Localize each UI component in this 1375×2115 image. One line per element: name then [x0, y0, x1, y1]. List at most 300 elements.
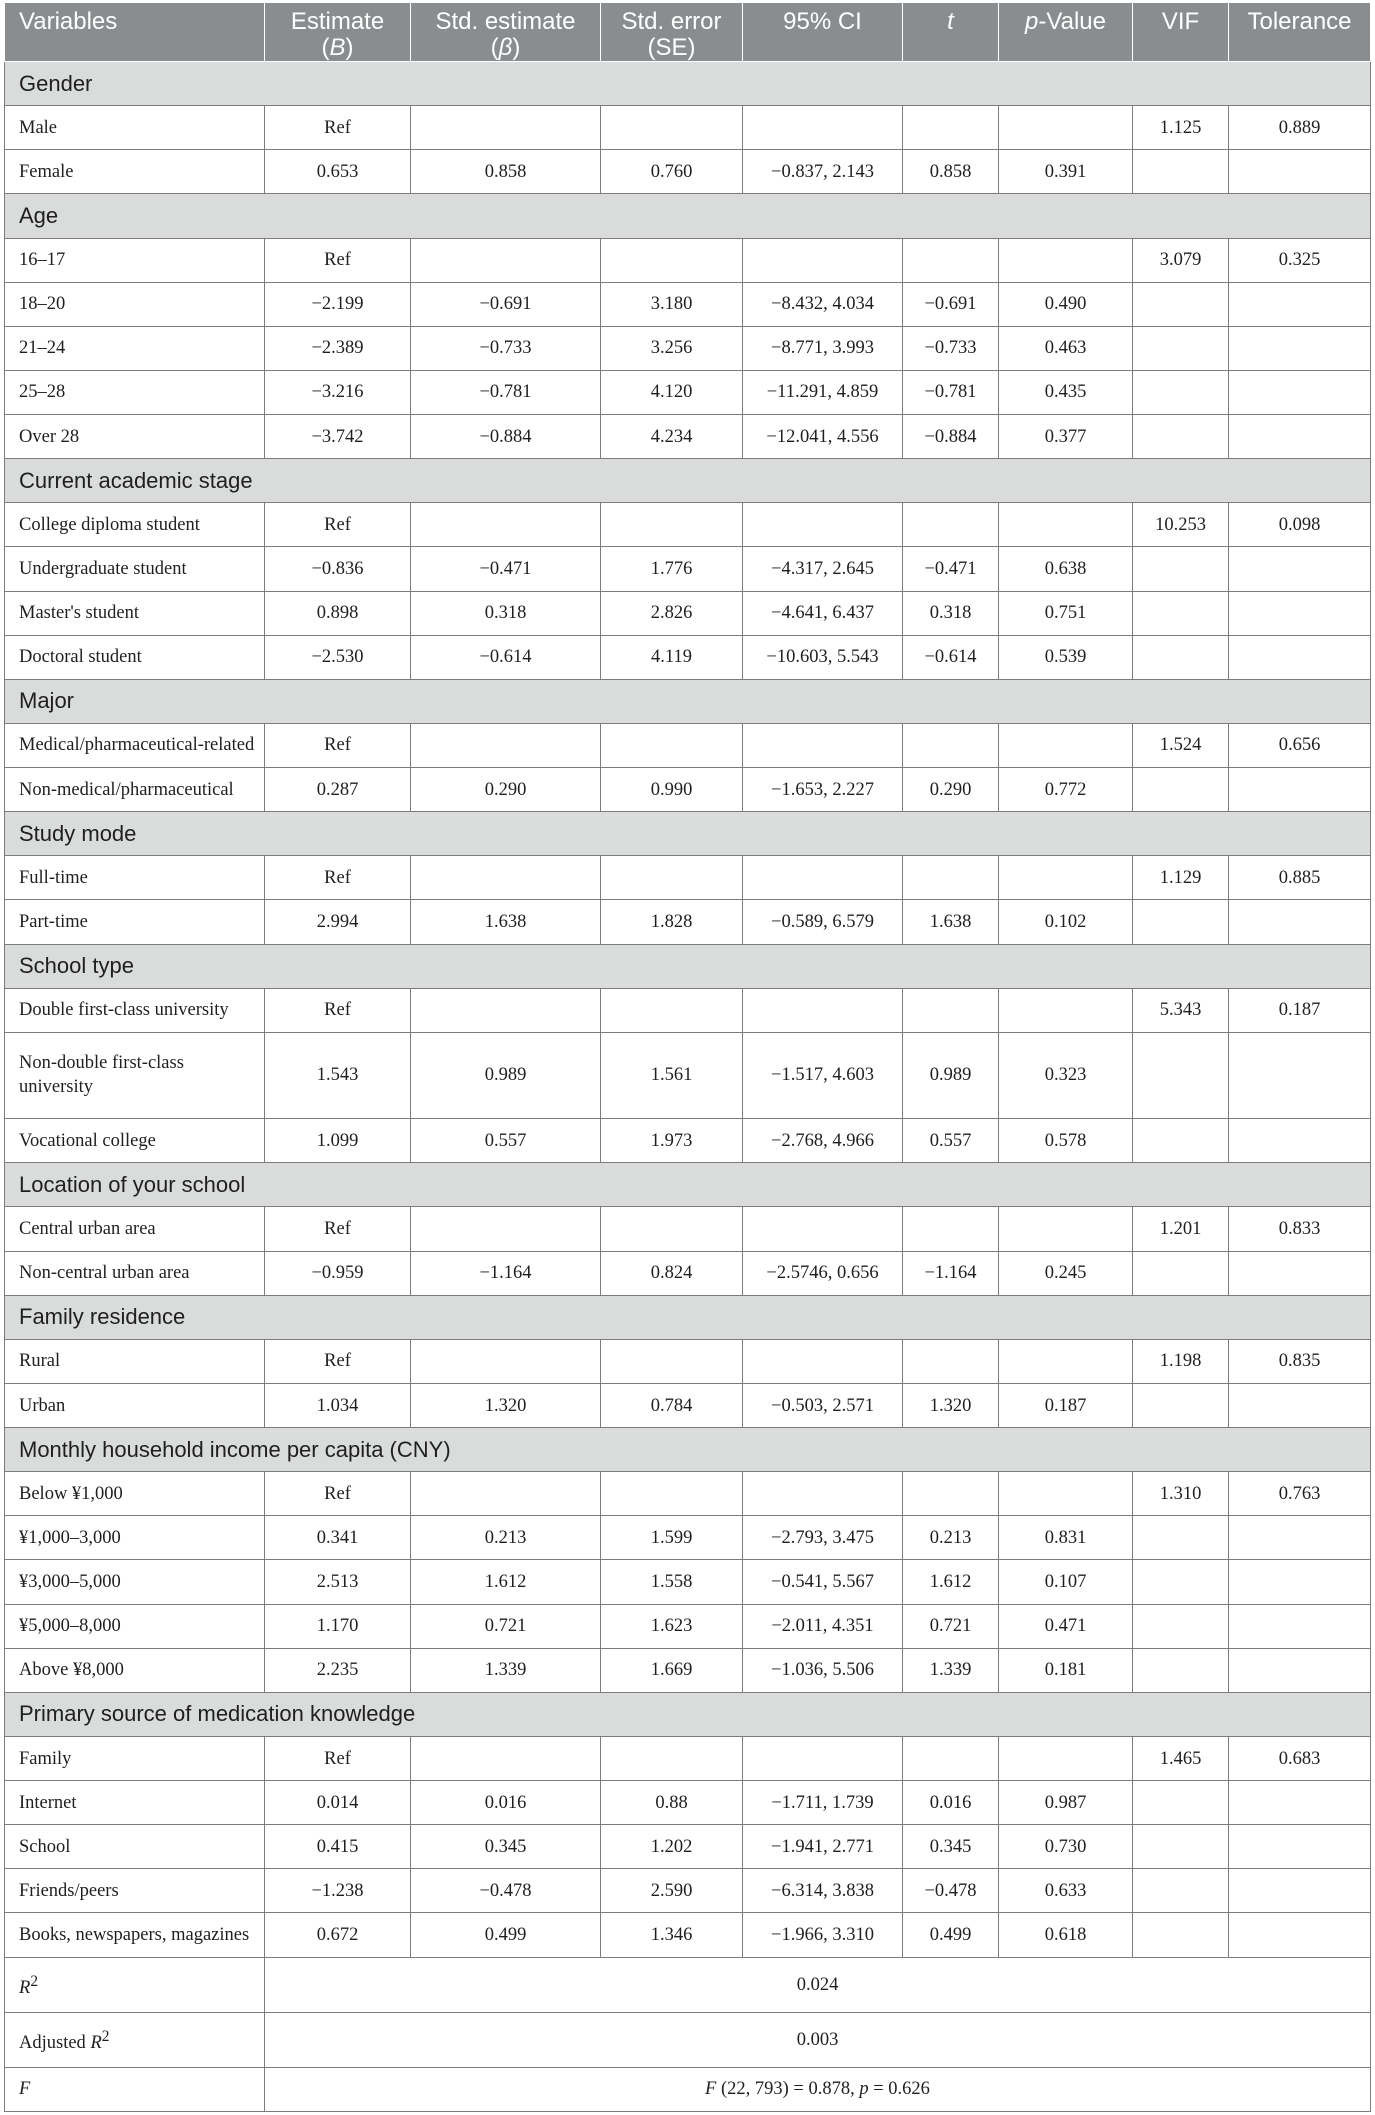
table-row: [5, 106, 1371, 150]
ci-cell: −0.589, 6.579: [743, 900, 903, 944]
std-error-cell: 1.202: [601, 1825, 743, 1869]
table-row: [5, 150, 1371, 194]
std-estimate-cell: [411, 988, 601, 1032]
t-cell: [903, 238, 999, 282]
std-error-cell: 0.824: [601, 1251, 743, 1295]
p-value-cell: 0.751: [999, 591, 1133, 635]
ci-cell: [743, 1339, 903, 1383]
row-label: Non-double first-class university: [5, 1032, 265, 1118]
std-estimate-cell: 0.721: [411, 1604, 601, 1648]
table-row: [5, 1604, 1371, 1648]
p-value-cell: 0.490: [999, 282, 1133, 326]
vif-cell: [1133, 1560, 1229, 1604]
tolerance-cell: 0.835: [1229, 1339, 1371, 1383]
t-cell: −0.781: [903, 370, 999, 414]
row-label: Below ¥1,000: [5, 1472, 265, 1516]
estimate-cell: 1.034: [265, 1383, 411, 1427]
summary-row-adjusted-r2: [5, 2012, 1371, 2067]
t-cell: −1.164: [903, 1251, 999, 1295]
ci-cell: −0.541, 5.567: [743, 1560, 903, 1604]
row-label: 21–24: [5, 326, 265, 370]
t-cell: 1.612: [903, 1560, 999, 1604]
row-label: Part-time: [5, 900, 265, 944]
group-header-row: [5, 1295, 1371, 1339]
ci-cell: −10.603, 5.543: [743, 635, 903, 679]
row-label: Vocational college: [5, 1119, 265, 1163]
header-ci: 95% CI: [743, 3, 903, 62]
estimate-cell: 2.513: [265, 1560, 411, 1604]
vif-cell: 1.524: [1133, 723, 1229, 767]
estimate-cell: Ref: [265, 1339, 411, 1383]
tolerance-cell: 0.187: [1229, 988, 1371, 1032]
estimate-cell: −3.216: [265, 370, 411, 414]
ci-cell: −8.432, 4.034: [743, 282, 903, 326]
estimate-cell: 0.341: [265, 1516, 411, 1560]
std-estimate-cell: −0.614: [411, 635, 601, 679]
std-error-cell: 1.828: [601, 900, 743, 944]
table-row: [5, 1781, 1371, 1825]
estimate-cell: 1.099: [265, 1119, 411, 1163]
estimate-cell: Ref: [265, 503, 411, 547]
header-row: [5, 3, 1371, 62]
std-error-cell: 1.623: [601, 1604, 743, 1648]
group-title: Monthly household income per capita (CNY): [5, 1428, 1371, 1472]
table-row: [5, 547, 1371, 591]
tolerance-cell: [1229, 900, 1371, 944]
vif-cell: [1133, 547, 1229, 591]
std-estimate-cell: 0.989: [411, 1032, 601, 1118]
std-error-cell: 2.826: [601, 591, 743, 635]
row-label: Urban: [5, 1383, 265, 1427]
group-title: Primary source of medication knowledge: [5, 1692, 1371, 1736]
estimate-cell: Ref: [265, 106, 411, 150]
ci-cell: −1.966, 3.310: [743, 1913, 903, 1957]
vif-cell: [1133, 768, 1229, 812]
std-estimate-cell: 1.320: [411, 1383, 601, 1427]
t-cell: −0.884: [903, 415, 999, 459]
estimate-cell: −2.530: [265, 635, 411, 679]
tolerance-cell: [1229, 1913, 1371, 1957]
tolerance-cell: [1229, 370, 1371, 414]
row-label: 25–28: [5, 370, 265, 414]
t-cell: [903, 503, 999, 547]
std-error-cell: 4.119: [601, 635, 743, 679]
std-error-cell: 3.180: [601, 282, 743, 326]
row-label: Male: [5, 106, 265, 150]
group-header-row: [5, 459, 1371, 503]
p-value-cell: 0.539: [999, 635, 1133, 679]
estimate-cell: −3.742: [265, 415, 411, 459]
ci-cell: −8.771, 3.993: [743, 326, 903, 370]
ci-cell: −2.011, 4.351: [743, 1604, 903, 1648]
row-label: ¥1,000–3,000: [5, 1516, 265, 1560]
p-value-cell: [999, 238, 1133, 282]
std-error-cell: [601, 1207, 743, 1251]
std-estimate-cell: [411, 1339, 601, 1383]
tolerance-cell: [1229, 591, 1371, 635]
header-vif: VIF: [1133, 3, 1229, 62]
row-label: Undergraduate student: [5, 547, 265, 591]
ci-cell: −2.5746, 0.656: [743, 1251, 903, 1295]
std-estimate-cell: 0.345: [411, 1825, 601, 1869]
p-value-cell: 0.181: [999, 1648, 1133, 1692]
ci-cell: [743, 856, 903, 900]
std-error-cell: [601, 723, 743, 767]
std-error-cell: [601, 503, 743, 547]
ci-cell: [743, 238, 903, 282]
table-row: [5, 1207, 1371, 1251]
tolerance-cell: [1229, 415, 1371, 459]
table-row: [5, 1736, 1371, 1780]
tolerance-cell: [1229, 1560, 1371, 1604]
table-row: [5, 1119, 1371, 1163]
tolerance-cell: 0.098: [1229, 503, 1371, 547]
std-error-cell: [601, 106, 743, 150]
row-label: Friends/peers: [5, 1869, 265, 1913]
ci-cell: −2.793, 3.475: [743, 1516, 903, 1560]
t-cell: [903, 1207, 999, 1251]
summary-row-f: [5, 2067, 1371, 2111]
vif-cell: [1133, 1032, 1229, 1118]
estimate-cell: 2.994: [265, 900, 411, 944]
t-cell: 0.557: [903, 1119, 999, 1163]
p-value-cell: 0.245: [999, 1251, 1133, 1295]
p-value-cell: 0.831: [999, 1516, 1133, 1560]
vif-cell: [1133, 326, 1229, 370]
t-cell: −0.478: [903, 1869, 999, 1913]
p-value-cell: 0.463: [999, 326, 1133, 370]
std-error-cell: 0.784: [601, 1383, 743, 1427]
vif-cell: [1133, 150, 1229, 194]
p-value-cell: [999, 1736, 1133, 1780]
p-value-cell: [999, 1472, 1133, 1516]
table-row: [5, 900, 1371, 944]
p-value-cell: [999, 503, 1133, 547]
estimate-cell: 1.543: [265, 1032, 411, 1118]
group-title: Current academic stage: [5, 459, 1371, 503]
t-cell: [903, 1736, 999, 1780]
group-header-row: [5, 1428, 1371, 1472]
estimate-cell: 0.415: [265, 1825, 411, 1869]
tolerance-cell: [1229, 282, 1371, 326]
ci-cell: −1.711, 1.739: [743, 1781, 903, 1825]
row-label: 18–20: [5, 282, 265, 326]
tolerance-cell: 0.763: [1229, 1472, 1371, 1516]
ci-cell: −1.517, 4.603: [743, 1032, 903, 1118]
header-std-error: Std. error (SE): [601, 3, 743, 62]
header-t: t: [903, 3, 999, 62]
tolerance-cell: [1229, 1119, 1371, 1163]
table-row: [5, 503, 1371, 547]
row-label: Medical/pharmaceutical-related: [5, 723, 265, 767]
ci-cell: −12.041, 4.556: [743, 415, 903, 459]
table-row: [5, 282, 1371, 326]
std-error-cell: [601, 856, 743, 900]
t-cell: 1.339: [903, 1648, 999, 1692]
summary-section: [5, 1957, 1371, 2111]
p-value-cell: 0.391: [999, 150, 1133, 194]
table-row: [5, 723, 1371, 767]
tolerance-cell: [1229, 1251, 1371, 1295]
row-label: Master's student: [5, 591, 265, 635]
ci-cell: −1.941, 2.771: [743, 1825, 903, 1869]
estimate-cell: Ref: [265, 1207, 411, 1251]
std-estimate-cell: [411, 856, 601, 900]
ci-cell: −4.317, 2.645: [743, 547, 903, 591]
std-estimate-cell: 0.557: [411, 1119, 601, 1163]
std-estimate-cell: −0.884: [411, 415, 601, 459]
summary-value: 0.024: [265, 1957, 1371, 2012]
estimate-cell: 0.014: [265, 1781, 411, 1825]
p-value-cell: 0.578: [999, 1119, 1133, 1163]
t-cell: 0.345: [903, 1825, 999, 1869]
std-estimate-cell: 0.016: [411, 1781, 601, 1825]
row-label: Doctoral student: [5, 635, 265, 679]
tolerance-cell: 0.833: [1229, 1207, 1371, 1251]
group-header-row: [5, 944, 1371, 988]
row-label: Books, newspapers, magazines: [5, 1913, 265, 1957]
row-label: Double first-class university: [5, 988, 265, 1032]
group-title: Age: [5, 194, 1371, 238]
header-variables: Variables: [5, 3, 265, 62]
table-row: [5, 768, 1371, 812]
std-error-cell: [601, 1736, 743, 1780]
std-estimate-cell: [411, 503, 601, 547]
t-cell: 0.290: [903, 768, 999, 812]
std-estimate-cell: −1.164: [411, 1251, 601, 1295]
tolerance-cell: [1229, 326, 1371, 370]
table-row: [5, 1825, 1371, 1869]
t-cell: 0.318: [903, 591, 999, 635]
t-cell: 0.016: [903, 1781, 999, 1825]
tolerance-cell: [1229, 1648, 1371, 1692]
p-value-cell: 0.377: [999, 415, 1133, 459]
estimate-cell: 2.235: [265, 1648, 411, 1692]
vif-cell: [1133, 1119, 1229, 1163]
std-error-cell: 0.990: [601, 768, 743, 812]
group-title: Major: [5, 679, 1371, 723]
group-header-row: [5, 812, 1371, 856]
t-cell: [903, 1339, 999, 1383]
std-error-cell: 0.760: [601, 150, 743, 194]
std-estimate-cell: 0.318: [411, 591, 601, 635]
summary-value: F (22, 793) = 0.878, p = 0.626: [265, 2067, 1371, 2111]
estimate-cell: 1.170: [265, 1604, 411, 1648]
t-cell: 1.638: [903, 900, 999, 944]
std-estimate-cell: 0.499: [411, 1913, 601, 1957]
table-row: [5, 238, 1371, 282]
vif-cell: [1133, 370, 1229, 414]
row-label: Central urban area: [5, 1207, 265, 1251]
std-error-cell: 1.776: [601, 547, 743, 591]
vif-cell: 3.079: [1133, 238, 1229, 282]
vif-cell: [1133, 1648, 1229, 1692]
std-error-cell: [601, 238, 743, 282]
vif-cell: [1133, 1869, 1229, 1913]
group-header-row: [5, 679, 1371, 723]
t-cell: −0.691: [903, 282, 999, 326]
tolerance-cell: [1229, 1781, 1371, 1825]
std-estimate-cell: 1.638: [411, 900, 601, 944]
tolerance-cell: 0.325: [1229, 238, 1371, 282]
tolerance-cell: 0.683: [1229, 1736, 1371, 1780]
estimate-cell: −0.959: [265, 1251, 411, 1295]
group-title: Study mode: [5, 812, 1371, 856]
std-error-cell: 1.558: [601, 1560, 743, 1604]
p-value-cell: 0.187: [999, 1383, 1133, 1427]
vif-cell: [1133, 1913, 1229, 1957]
estimate-cell: Ref: [265, 988, 411, 1032]
std-error-cell: 2.590: [601, 1869, 743, 1913]
t-cell: −0.733: [903, 326, 999, 370]
row-label: Non-medical/pharmaceutical: [5, 768, 265, 812]
row-label: College diploma student: [5, 503, 265, 547]
tolerance-cell: [1229, 1516, 1371, 1560]
group-header-row: [5, 62, 1371, 106]
std-estimate-cell: −0.733: [411, 326, 601, 370]
std-estimate-cell: 0.290: [411, 768, 601, 812]
ci-cell: −1.036, 5.506: [743, 1648, 903, 1692]
p-value-cell: 0.323: [999, 1032, 1133, 1118]
p-value-cell: [999, 723, 1133, 767]
tolerance-cell: [1229, 1383, 1371, 1427]
table-row: [5, 370, 1371, 414]
p-value-cell: 0.987: [999, 1781, 1133, 1825]
row-label: Full-time: [5, 856, 265, 900]
p-value-cell: 0.435: [999, 370, 1133, 414]
t-cell: 0.721: [903, 1604, 999, 1648]
estimate-cell: 0.653: [265, 150, 411, 194]
estimate-cell: 0.287: [265, 768, 411, 812]
std-estimate-cell: [411, 723, 601, 767]
tolerance-cell: [1229, 1604, 1371, 1648]
row-label: Family: [5, 1736, 265, 1780]
vif-cell: 5.343: [1133, 988, 1229, 1032]
vif-cell: [1133, 900, 1229, 944]
std-estimate-cell: 1.612: [411, 1560, 601, 1604]
vif-cell: [1133, 415, 1229, 459]
std-estimate-cell: 0.213: [411, 1516, 601, 1560]
vif-cell: [1133, 1781, 1229, 1825]
estimate-cell: −2.199: [265, 282, 411, 326]
table-row: [5, 1251, 1371, 1295]
ci-cell: −0.503, 2.571: [743, 1383, 903, 1427]
std-error-cell: 3.256: [601, 326, 743, 370]
row-label: Female: [5, 150, 265, 194]
ci-cell: [743, 723, 903, 767]
t-cell: −0.471: [903, 547, 999, 591]
group-title: Location of your school: [5, 1163, 1371, 1207]
std-estimate-cell: 1.339: [411, 1648, 601, 1692]
estimate-cell: Ref: [265, 238, 411, 282]
summary-label: Adjusted $R^2$: [5, 2012, 265, 2067]
vif-cell: 1.310: [1133, 1472, 1229, 1516]
ci-cell: −0.837, 2.143: [743, 150, 903, 194]
p-value-cell: 0.618: [999, 1913, 1133, 1957]
vif-cell: 1.465: [1133, 1736, 1229, 1780]
header-tolerance: Tolerance: [1229, 3, 1371, 62]
tolerance-cell: [1229, 1032, 1371, 1118]
vif-cell: 1.201: [1133, 1207, 1229, 1251]
summary-row-r2: [5, 1957, 1371, 2012]
std-error-cell: 4.120: [601, 370, 743, 414]
table-row: [5, 1383, 1371, 1427]
tolerance-cell: 0.656: [1229, 723, 1371, 767]
row-label: 16–17: [5, 238, 265, 282]
group-title: Gender: [5, 62, 1371, 106]
header-estimate: Estimate (B): [265, 3, 411, 62]
t-cell: [903, 988, 999, 1032]
vif-cell: 1.198: [1133, 1339, 1229, 1383]
std-estimate-cell: −0.691: [411, 282, 601, 326]
t-cell: [903, 106, 999, 150]
t-cell: [903, 1472, 999, 1516]
p-value-cell: 0.107: [999, 1560, 1133, 1604]
group-header-row: [5, 1692, 1371, 1736]
t-cell: 0.989: [903, 1032, 999, 1118]
table-row: [5, 1560, 1371, 1604]
std-estimate-cell: −0.478: [411, 1869, 601, 1913]
ci-cell: [743, 1207, 903, 1251]
tolerance-cell: [1229, 768, 1371, 812]
std-error-cell: 1.669: [601, 1648, 743, 1692]
ci-cell: −11.291, 4.859: [743, 370, 903, 414]
group-header-row: [5, 1163, 1371, 1207]
std-estimate-cell: [411, 238, 601, 282]
group-title: School type: [5, 944, 1371, 988]
row-label: Rural: [5, 1339, 265, 1383]
ci-cell: −2.768, 4.966: [743, 1119, 903, 1163]
group-title: Family residence: [5, 1295, 1371, 1339]
table-row: [5, 326, 1371, 370]
table-row: [5, 1648, 1371, 1692]
row-label: School: [5, 1825, 265, 1869]
std-estimate-cell: [411, 106, 601, 150]
summary-label: $R^2$: [5, 1957, 265, 2012]
vif-cell: 10.253: [1133, 503, 1229, 547]
estimate-cell: Ref: [265, 723, 411, 767]
table-row: [5, 1869, 1371, 1913]
t-cell: −0.614: [903, 635, 999, 679]
std-error-cell: 0.88: [601, 1781, 743, 1825]
std-error-cell: [601, 1472, 743, 1516]
p-value-cell: [999, 856, 1133, 900]
vif-cell: [1133, 1604, 1229, 1648]
vif-cell: [1133, 1251, 1229, 1295]
table-row: [5, 1516, 1371, 1560]
vif-cell: [1133, 1383, 1229, 1427]
vif-cell: [1133, 282, 1229, 326]
std-estimate-cell: [411, 1207, 601, 1251]
tolerance-cell: [1229, 1869, 1371, 1913]
table-row: [5, 591, 1371, 635]
ci-cell: [743, 106, 903, 150]
t-cell: 0.858: [903, 150, 999, 194]
p-value-cell: [999, 106, 1133, 150]
std-error-cell: [601, 988, 743, 1032]
vif-cell: [1133, 635, 1229, 679]
std-estimate-cell: −0.471: [411, 547, 601, 591]
estimate-cell: Ref: [265, 1736, 411, 1780]
estimate-cell: −1.238: [265, 1869, 411, 1913]
vif-cell: 1.125: [1133, 106, 1229, 150]
summary-value: 0.003: [265, 2012, 1371, 2067]
header-p-value: p-Value: [999, 3, 1133, 62]
regression-table: [4, 2, 1371, 2112]
table-row: [5, 635, 1371, 679]
std-error-cell: 4.234: [601, 415, 743, 459]
t-cell: 0.213: [903, 1516, 999, 1560]
